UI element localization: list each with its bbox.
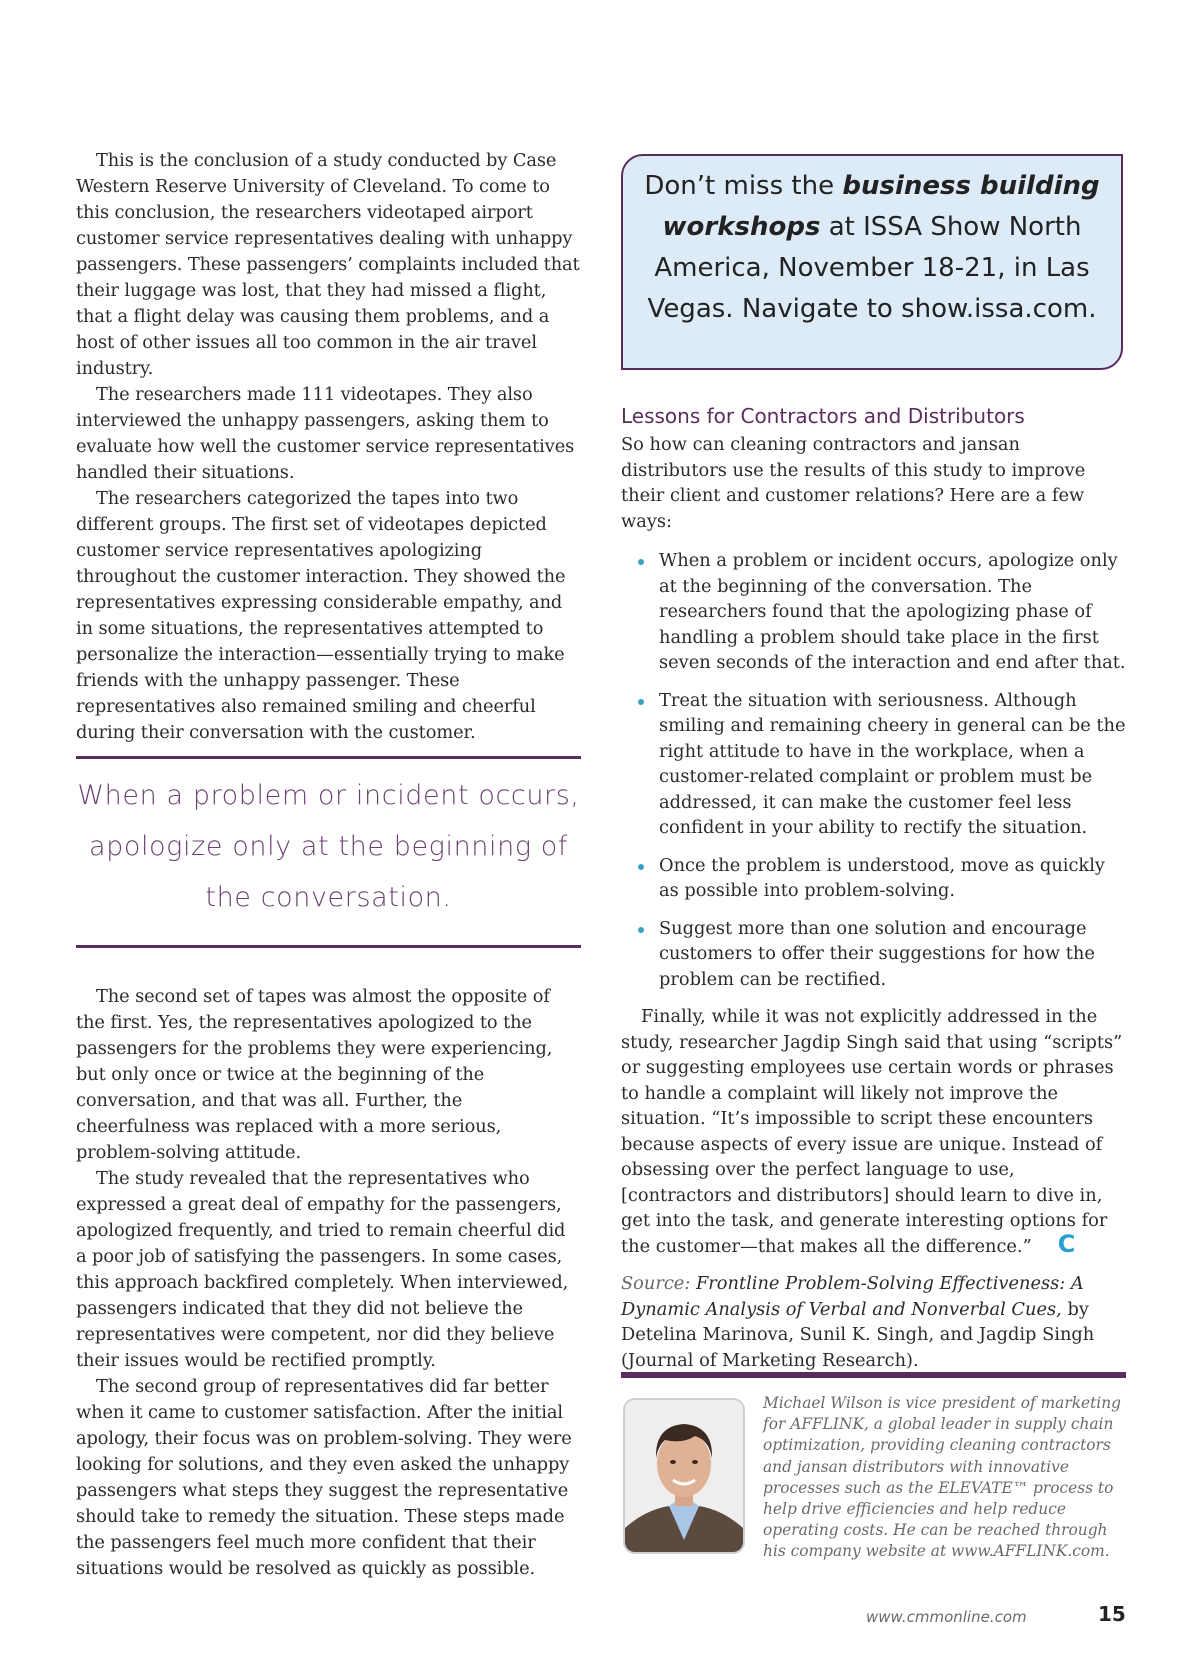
body-paragraph: The second set of tapes was almost the opposite of the first. Yes, the representatives apologized to the passengers for the problems they were experiencing, but only once or twice at the beginning of the conversation, and that was all. Further, the cheerfulness was replaced with a more serious, problem-solving attitude. [76,986,553,1163]
source-title: Frontline Problem-Solving Effectiveness: A Dynamic Analysis of Verbal and Nonverbal Cues, [621,1273,1084,1320]
left-column-top [76,148,581,746]
callout-text-prefix: Don’t miss the [644,171,843,201]
workshop-callout-box [621,154,1123,370]
list-item: Suggest more than one solution and encourage customers to offer their suggestions for how the problem can be rectified. [621,916,1126,993]
bio-divider [621,1372,1126,1378]
body-paragraph: The study revealed that the representatives who expressed a great deal of empathy for the passengers, apologized frequently, and tried to remain cheerful did a poor job of satisfying the passengers. In some cases, this approach backfired completely. When interviewed, passengers indicated that they did not believe the representatives were competent, nor did they believe their issues would be rectified promptly. [76,1168,569,1371]
list-item: When a problem or incident occurs, apologize only at the beginning of the conversation. The researchers found that the apologizing phase of handling a problem should take place in the first seven seconds of the interaction and end after that. [621,548,1126,676]
source-label: Source: [621,1273,691,1294]
section-intro: So how can cleaning contractors and jansan distributors use the results of this study to improve their client and customer relations? Here are a few ways: [621,434,1086,532]
left-column-bottom [76,984,581,1582]
author-portrait-icon [625,1400,743,1552]
bullet-icon [638,927,644,933]
bullet-icon [638,559,644,565]
footer-website: www.cmmonline.com [866,1608,1027,1626]
author-bio: Michael Wilson is vice president of marketing for AFFLINK, a global leader in supply chain optimization, providing cleaning contractors and jansan distributors with innovative processes such as the ELEVATE™ process to help drive efficiencies and help reduce operating costs. He can be reached through his company website at www.AFFLINK.com. [763,1394,1121,1561]
body-paragraph: The researchers categorized the tapes into two different groups. The first set of videotapes depicted customer service representatives apologizing throughout the customer interaction. They showed the representatives expressing considerable empathy, and in some situations, the representatives attempted to personalize the interaction—essentially trying to make friends with the unhappy passenger. These representatives also remained smiling and cheerful during their conversation with the customer. [76,488,566,743]
list-item: Once the problem is understood, move as quickly as possible into problem-solving. [621,853,1126,904]
page-number: 15 [1098,1602,1126,1626]
section-heading: Lessons for Contractors and Distributors [621,404,1025,428]
body-paragraph: The second group of representatives did far better when it came to customer satisfaction. After the initial apology, their focus was on problem-solving. They were looking for solutions, and they even asked the unhappy passengers what steps they suggest the representative should take to remedy the situation. These steps made the passengers feel much more confident that their situations would be resolved as quickly as possible. [76,1376,572,1579]
author-photo [623,1398,745,1554]
article-end-icon: C [1057,1229,1076,1258]
source-citation [621,1271,1126,1373]
right-column [621,432,1126,1373]
callout-text-suffix: at ISSA Show North America, November 18-21, in Las Vegas. Navigate to show.issa.com. [647,212,1097,324]
bullet-icon [638,699,644,705]
pull-quote-bottom-rule [76,945,581,948]
closing-paragraph: Finally, while it was not explicitly addressed in the study, researcher Jagdip Singh said that using “scripts” or suggesting employees use certain words or phrases to handle a complaint will likely not improve the situation. “It’s impossible to script these encounters because aspects of every issue are unique. Instead of obsessing over the perfect language to use, [contractors and distributors] should learn to dive in, get into the task, and generate interesting options for the customer—that makes all the difference.” C [621,1006,1123,1258]
source-authors: by Detelina Marinova, Sunil K. Singh, and Jagdip Singh (Journal of Marketing Research). [621,1298,1095,1371]
body-paragraph: This is the conclusion of a study conducted by Case Western Reserve University of Cleveland. To come to this conclusion, the researchers videotaped airport customer service representatives dealing with unhappy passengers. These passengers’ complaints included that their luggage was lost, that they had missed a flight, that a flight delay was causing them problems, and a host of other issues all too common in the air travel industry. [76,150,580,379]
bullet-icon [638,864,644,870]
tips-list [621,548,1126,992]
callout-text-bold: business building workshops [662,171,1100,242]
pull-quote-top-rule [76,756,581,759]
pull-quote: When a problem or incident occurs, apologize only at the beginning of the conversation. [77,780,580,913]
body-paragraph: The researchers made 111 videotapes. They also interviewed the unhappy passengers, asking them to evaluate how well the customer service representatives handled their situations. [76,384,575,483]
list-item: Treat the situation with seriousness. Although smiling and remaining cheery in general can be the right attitude to have in the workplace, when a customer-related complaint or problem must be addressed, it can make the customer feel less confident in your ability to rectify the situation. [621,688,1126,841]
